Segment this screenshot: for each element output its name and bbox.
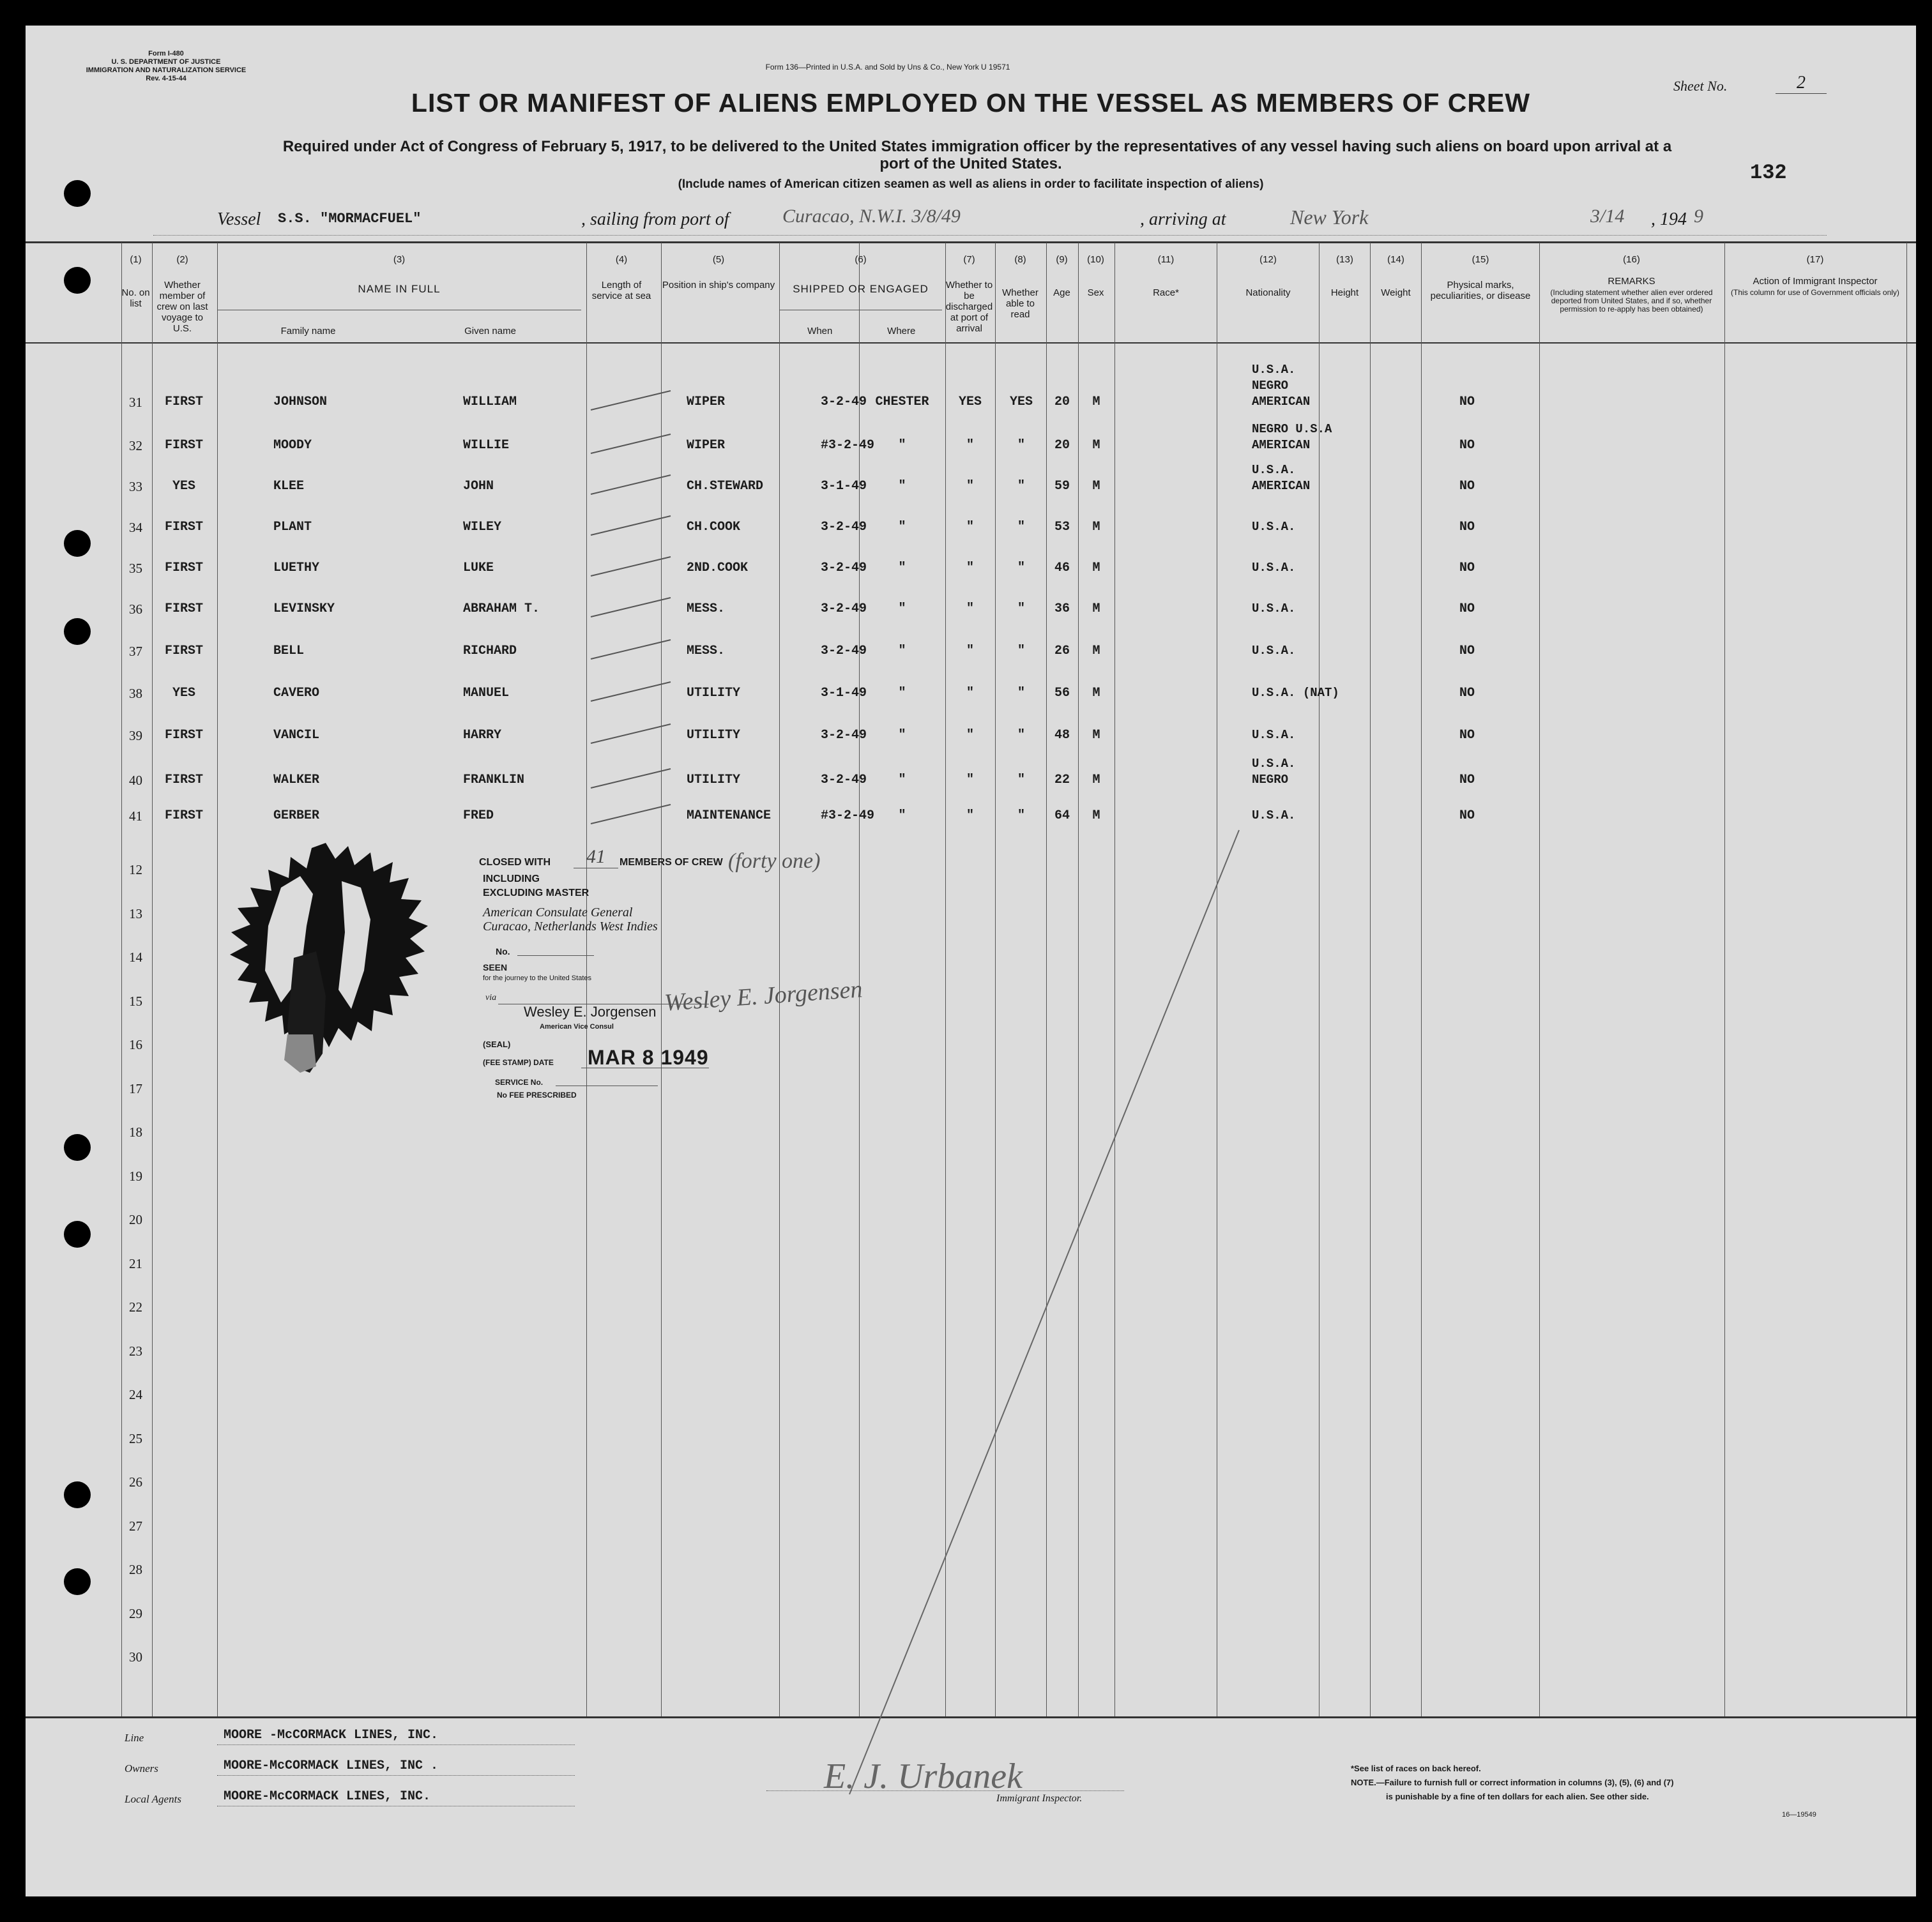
age-cell: 53 (1054, 520, 1070, 534)
consulate-name: American Consulate General (483, 905, 633, 919)
position-cell: WIPER (687, 395, 726, 409)
column-label: Position in ship's company (662, 280, 775, 291)
column-number: (2) (176, 254, 188, 265)
position-cell: UTILITY (687, 728, 741, 743)
column-number: (15) (1472, 254, 1489, 265)
arriving-port: New York (1290, 206, 1369, 229)
column-label: Height (1330, 287, 1359, 298)
service-stroke (591, 769, 671, 788)
empty-row-number: 12 (129, 862, 142, 877)
sheet-number: 2 (1776, 73, 1827, 94)
service-stroke (591, 805, 671, 824)
empty-row-number: 23 (129, 1343, 142, 1359)
shipped-when-cell: 3-2-49 (821, 520, 867, 534)
empty-row-number: 22 (129, 1299, 142, 1315)
shipped-where-cell: " (898, 728, 906, 743)
cancel-line (849, 830, 1239, 1794)
seal-burst (230, 843, 428, 1047)
sex-cell: M (1092, 479, 1100, 494)
embossed-seal (204, 843, 447, 1079)
last-voyage-cell: FIRST (164, 773, 203, 787)
column-number: (3) (393, 254, 406, 265)
column-number: (10) (1087, 254, 1104, 265)
inspector-underline (766, 1790, 1124, 1791)
last-voyage-cell: FIRST (164, 438, 203, 453)
physical-marks-cell: NO (1459, 773, 1475, 787)
physical-marks-cell: NO (1459, 520, 1475, 534)
seal-drip-shade (284, 1034, 316, 1073)
column-label: SHIPPED OR ENGAGED (793, 283, 929, 295)
able-to-read-cell: " (1017, 520, 1025, 534)
line-underline (217, 1744, 575, 1745)
consul-signature: Wesley E. Jorgensen (663, 976, 863, 1017)
including-label: INCLUDING (483, 874, 540, 884)
given-name-cell: LUKE (463, 561, 494, 575)
column-label: Sex (1087, 287, 1104, 298)
column-label: Whether to be discharged at port of arrival (945, 280, 993, 334)
age-cell: 46 (1054, 561, 1070, 575)
row-number: 32 (129, 438, 142, 453)
age-cell: 22 (1054, 773, 1070, 787)
service-stroke (591, 682, 671, 701)
discharged-cell: " (966, 561, 974, 575)
family-name-cell: MOODY (273, 438, 312, 453)
seal-label: (SEAL) (483, 1040, 511, 1049)
last-voyage-cell: FIRST (164, 728, 203, 743)
arriving-date: 3/14 (1590, 206, 1625, 227)
physical-marks-cell: NO (1459, 808, 1475, 823)
column-label: REMARKS (1608, 276, 1655, 287)
given-name-cell: WILEY (463, 520, 502, 534)
row-number: 40 (129, 773, 142, 788)
sex-cell: M (1092, 602, 1100, 616)
nationality-cell: U.S.A. (1252, 463, 1296, 477)
closed-with-label: CLOSED WITH (479, 857, 551, 868)
family-name-cell: KLEE (273, 479, 305, 494)
nationality-cell: U.S.A. (NAT) (1252, 686, 1339, 700)
discharged-cell: " (966, 808, 974, 823)
age-cell: 56 (1054, 686, 1070, 700)
empty-row-number: 19 (129, 1168, 142, 1184)
column-number: (9) (1056, 254, 1068, 265)
fine-note-2: is punishable by a fine of ten dollars for each alien. See other side. (1386, 1792, 1649, 1801)
last-voyage-cell: FIRST (164, 520, 203, 534)
column-number: (17) (1806, 254, 1824, 265)
nationality-cell: NEGRO U.S.A (1252, 422, 1332, 436)
line-value: MOORE -McCORMACK LINES, INC. (224, 1728, 439, 1743)
inspector-label: Immigrant Inspector. (996, 1793, 1083, 1804)
able-to-read-cell: " (1017, 773, 1025, 787)
able-to-read-cell: " (1017, 728, 1025, 743)
discharged-cell: " (966, 520, 974, 534)
column-number: (1) (130, 254, 142, 265)
given-name-cell: FRANKLIN (463, 773, 525, 787)
empty-row-number: 30 (129, 1649, 142, 1665)
consul-title: American Vice Consul (540, 1023, 614, 1031)
shipped-when-cell: 3-2-49 (821, 773, 867, 787)
sex-cell: M (1092, 395, 1100, 409)
nationality-cell: U.S.A. (1252, 561, 1296, 575)
column-label: Weight (1381, 287, 1411, 298)
row-number: 34 (129, 520, 142, 535)
given-name-cell: JOHN (463, 479, 494, 494)
family-name-cell: BELL (273, 644, 305, 658)
sheet-label: Sheet No. (1673, 78, 1728, 94)
row-number: 37 (129, 644, 142, 659)
empty-row-number: 28 (129, 1562, 142, 1577)
row-number: 31 (129, 395, 142, 410)
nationality-cell: U.S.A. (1252, 602, 1296, 616)
shipped-where-cell: " (898, 602, 906, 616)
row-number: 38 (129, 686, 142, 701)
sex-cell: M (1092, 644, 1100, 658)
shipped-when-cell: #3-2-49 (821, 808, 875, 823)
family-name-cell: JOHNSON (273, 395, 328, 409)
position-cell: UTILITY (687, 773, 741, 787)
column-number: (13) (1336, 254, 1353, 265)
age-cell: 26 (1054, 644, 1070, 658)
given-name-cell: HARRY (463, 728, 502, 743)
service-stroke (591, 391, 671, 410)
nationality-cell: AMERICAN (1252, 438, 1311, 452)
empty-row-number: 21 (129, 1255, 142, 1271)
consul-name: Wesley E. Jorgensen (524, 1004, 657, 1020)
nationality-cell: U.S.A. (1252, 808, 1296, 822)
last-voyage-cell: FIRST (164, 808, 203, 823)
row-number: 36 (129, 602, 142, 617)
column-number: (5) (712, 254, 725, 265)
sailing-label: , sailing from port of (581, 209, 729, 229)
revision: Rev. 4-15-44 (146, 75, 186, 82)
shipped-where-cell: " (898, 808, 906, 823)
agents-value: MOORE-McCORMACK LINES, INC. (224, 1789, 431, 1804)
shipped-where-cell: " (898, 438, 906, 453)
position-cell: MAINTENANCE (687, 808, 772, 823)
column-label: Age (1053, 287, 1070, 298)
column-number: (7) (963, 254, 975, 265)
position-cell: MESS. (687, 644, 726, 658)
year-value: 9 (1694, 206, 1703, 227)
service-stroke (591, 516, 671, 535)
able-to-read-cell: " (1017, 686, 1025, 700)
races-note: *See list of races on back hereof. (1351, 1764, 1481, 1773)
empty-row-number: 18 (129, 1124, 142, 1140)
discharged-cell: " (966, 728, 974, 743)
service-no-label: SERVICE No. (495, 1078, 544, 1087)
empty-row-number: 20 (129, 1212, 142, 1227)
position-cell: CH.COOK (687, 520, 741, 534)
stamp-number: 132 (1750, 161, 1787, 185)
sex-cell: M (1092, 561, 1100, 575)
column-note: (Including statement whether alien ever ordered deported from United States, and if so, whether permission to re-apply has been obtained) (1550, 288, 1713, 314)
given-name-cell: FRED (463, 808, 494, 823)
shipped-where-cell: CHESTER (875, 395, 929, 409)
position-cell: CH.STEWARD (687, 479, 764, 494)
last-voyage-cell: FIRST (164, 644, 203, 658)
sex-cell: M (1092, 438, 1100, 453)
given-name-cell: WILLIAM (463, 395, 517, 409)
shipped-when-cell: 3-2-49 (821, 644, 867, 658)
position-cell: UTILITY (687, 686, 741, 700)
column-number: (4) (615, 254, 628, 265)
year-label: , 194 (1651, 209, 1687, 229)
vessel-label: Vessel (217, 209, 261, 229)
empty-row-number: 29 (129, 1605, 142, 1621)
row-number: 35 (129, 561, 142, 576)
sex-cell: M (1092, 773, 1100, 787)
stamp-date: MAR 8 1949 (588, 1046, 709, 1069)
manifest-sheet (26, 26, 1916, 1896)
column-number: (16) (1623, 254, 1640, 265)
sailing-port: Curacao, N.W.I. 3/8/49 (782, 206, 961, 227)
shipped-when-cell: 3-2-49 (821, 728, 867, 743)
row-number: 41 (129, 808, 142, 824)
empty-row-number: 27 (129, 1518, 142, 1534)
physical-marks-cell: NO (1459, 728, 1475, 743)
service-stroke (591, 475, 671, 494)
last-voyage-cell: FIRST (164, 395, 203, 409)
fine-note-1: NOTE.—Failure to furnish full or correct information in columns (3), (5), (6) and (7) (1351, 1778, 1674, 1787)
empty-row-number: 13 (129, 905, 142, 921)
family-name-cell: LUETHY (273, 561, 320, 575)
position-cell: WIPER (687, 438, 726, 453)
column-number: (6) (855, 254, 867, 265)
crew-count-words: (forty one) (728, 849, 821, 873)
vessel-name: S.S. "MORMACFUEL" (278, 211, 422, 227)
nationality-cell: NEGRO (1252, 379, 1289, 393)
service-stroke (591, 434, 671, 453)
shipped-where-cell: " (898, 686, 906, 700)
no-underline (517, 955, 594, 956)
age-cell: 48 (1054, 728, 1070, 743)
empty-row-number: 15 (129, 993, 142, 1009)
service-stroke (591, 557, 671, 576)
age-cell: 20 (1054, 395, 1070, 409)
shipped-where-cell: " (898, 479, 906, 494)
sex-cell: M (1092, 728, 1100, 743)
empty-row-number: 26 (129, 1474, 142, 1490)
arriving-label: , arriving at (1140, 209, 1226, 229)
discharged-cell: " (966, 686, 974, 700)
service-dash-strokes (591, 391, 671, 824)
owners-underline (217, 1775, 575, 1776)
able-to-read-cell: " (1017, 808, 1025, 823)
shipped-when-cell: 3-1-49 (821, 686, 867, 700)
inspector-signature: E. J. Urbanek (824, 1757, 1023, 1796)
nationality-cell: NEGRO (1252, 773, 1289, 787)
last-voyage-cell: FIRST (164, 561, 203, 575)
seen-label: SEEN (483, 962, 508, 972)
members-label: MEMBERS OF CREW (620, 857, 723, 868)
empty-row-number: 14 (129, 950, 142, 965)
shipped-when-cell: #3-2-49 (821, 438, 875, 453)
shipped-where-cell: " (898, 520, 906, 534)
able-to-read-cell: " (1017, 438, 1025, 453)
column-label: Action of Immigrant Inspector (1753, 276, 1878, 287)
last-voyage-cell: YES (172, 479, 195, 494)
nationality-cell: U.S.A. (1252, 644, 1296, 658)
subtitle-line-3: (Include names of American citizen seamen as well as aliens in order to facilitate inspection of aliens) (678, 178, 1264, 191)
column-label: Nationality (1245, 287, 1291, 298)
no-fee-label: No FEE PRESCRIBED (497, 1091, 577, 1100)
page-title: LIST OR MANIFEST OF ALIENS EMPLOYED ON THE VESSEL AS MEMBERS OF CREW (411, 88, 1531, 117)
sex-cell: M (1092, 686, 1100, 700)
column-sublabel: When (807, 326, 833, 337)
discharged-cell: " (966, 438, 974, 453)
shipped-where-cell: " (898, 644, 906, 658)
column-label: Whether member of crew on last voyage to U.S. (156, 280, 208, 334)
position-cell: MESS. (687, 602, 726, 616)
agents-label: Local Agents (125, 1793, 181, 1805)
line-label: Line (125, 1732, 144, 1744)
service-stroke (591, 640, 671, 659)
physical-marks-cell: NO (1459, 438, 1475, 453)
column-note: (This column for use of Government officials only) (1731, 288, 1899, 297)
age-cell: 36 (1054, 602, 1070, 616)
nationality-cell: U.S.A. (1252, 728, 1296, 742)
subtitle-line-1: Required under Act of Congress of February 5, 1917, to be delivered to the United States immigration officer by the representatives of any vessel having such aliens on board upon arrival at a (282, 138, 1672, 155)
given-name-cell: RICHARD (463, 644, 517, 658)
age-cell: 64 (1054, 808, 1070, 823)
column-sublabel: Given name (464, 326, 516, 337)
column-label: No. on list (121, 287, 150, 309)
family-name-cell: VANCIL (273, 728, 320, 743)
discharged-cell: " (966, 773, 974, 787)
empty-row-number: 25 (129, 1430, 142, 1446)
physical-marks-cell: NO (1459, 602, 1475, 616)
last-voyage-cell: FIRST (164, 602, 203, 616)
physical-marks-cell: NO (1459, 395, 1475, 409)
row-number: 33 (129, 479, 142, 494)
nationality-cell: AMERICAN (1252, 479, 1311, 493)
physical-marks-cell: NO (1459, 686, 1475, 700)
discharged-cell: YES (958, 395, 982, 409)
sex-cell: M (1092, 520, 1100, 534)
column-number: (14) (1387, 254, 1404, 265)
given-name-cell: ABRAHAM T. (463, 602, 540, 616)
column-number: (11) (1157, 254, 1175, 265)
able-to-read-cell: " (1017, 479, 1025, 494)
nationality-cell: U.S.A. (1252, 520, 1296, 534)
shipped-when-cell: 3-2-49 (821, 561, 867, 575)
shipped-where-cell: " (898, 561, 906, 575)
able-to-read-cell: " (1017, 644, 1025, 658)
fee-stamp-label: (FEE STAMP) DATE (483, 1058, 554, 1067)
nationality-cell: U.S.A. (1252, 757, 1296, 771)
shipped-when-cell: 3-2-49 (821, 602, 867, 616)
owners-label: Owners (125, 1762, 158, 1774)
printer-line: Form 136—Printed in U.S.A. and Sold by Uns & Co., New York U 19571 (765, 63, 1010, 72)
no-label: No. (496, 946, 510, 957)
discharged-cell: " (966, 644, 974, 658)
family-name-cell: LEVINSKY (273, 602, 335, 616)
form-number: Form I-480 (148, 50, 184, 57)
service-stroke (591, 598, 671, 617)
empty-row-number: 24 (129, 1387, 142, 1402)
nationality-cell: AMERICAN (1252, 395, 1311, 409)
via-label: via (485, 993, 497, 1003)
discharged-cell: " (966, 479, 974, 494)
family-name-cell: WALKER (273, 773, 320, 787)
empty-row-number: 16 (129, 1037, 142, 1052)
excluding-label: EXCLUDING MASTER (483, 888, 589, 898)
shipped-when-cell: 3-1-49 (821, 479, 867, 494)
subtitle-line-2: port of the United States. (879, 155, 1062, 172)
column-label: Length of service at sea (591, 280, 651, 301)
position-cell: 2ND.COOK (687, 561, 749, 575)
age-cell: 20 (1054, 438, 1070, 453)
discharged-cell: " (966, 602, 974, 616)
department: U. S. DEPARTMENT OF JUSTICE (111, 58, 221, 66)
row-number: 39 (129, 728, 142, 743)
family-name-cell: PLANT (273, 520, 312, 534)
column-label: NAME IN FULL (358, 283, 441, 295)
owners-value: MOORE-McCORMACK LINES, INC . (224, 1759, 439, 1773)
last-voyage-cell: YES (172, 686, 195, 700)
column-label: Race* (1153, 287, 1179, 298)
consulate-place: Curacao, Netherlands West Indies (483, 919, 658, 934)
shipped-when-cell: 3-2-49 (821, 395, 867, 409)
able-to-read-cell: YES (1009, 395, 1033, 409)
physical-marks-cell: NO (1459, 561, 1475, 575)
column-label: Whether able to read (1002, 287, 1038, 320)
given-name-cell: MANUEL (463, 686, 510, 700)
physical-marks-cell: NO (1459, 479, 1475, 494)
journey-label: for the journey to the United States (483, 974, 591, 982)
shipped-where-cell: " (898, 773, 906, 787)
physical-marks-cell: NO (1459, 644, 1475, 658)
nationality-cell: U.S.A. (1252, 363, 1296, 377)
column-label: Physical marks, peculiarities, or disease (1430, 280, 1531, 301)
family-name-cell: GERBER (273, 808, 320, 823)
age-cell: 59 (1054, 479, 1070, 494)
column-sublabel: Family name (280, 326, 336, 337)
service-name: IMMIGRATION AND NATURALIZATION SERVICE (86, 66, 247, 74)
crew-count: 41 (574, 846, 618, 868)
able-to-read-cell: " (1017, 602, 1025, 616)
family-name-cell: CAVERO (273, 686, 320, 700)
given-name-cell: WILLIE (463, 438, 510, 453)
print-code: 16—19549 (1782, 1811, 1816, 1819)
sex-cell: M (1092, 808, 1100, 823)
able-to-read-cell: " (1017, 561, 1025, 575)
column-number: (12) (1259, 254, 1277, 265)
empty-row-number: 17 (129, 1080, 142, 1096)
service-stroke (591, 724, 671, 743)
column-number: (8) (1014, 254, 1026, 265)
column-sublabel: Where (887, 326, 916, 337)
